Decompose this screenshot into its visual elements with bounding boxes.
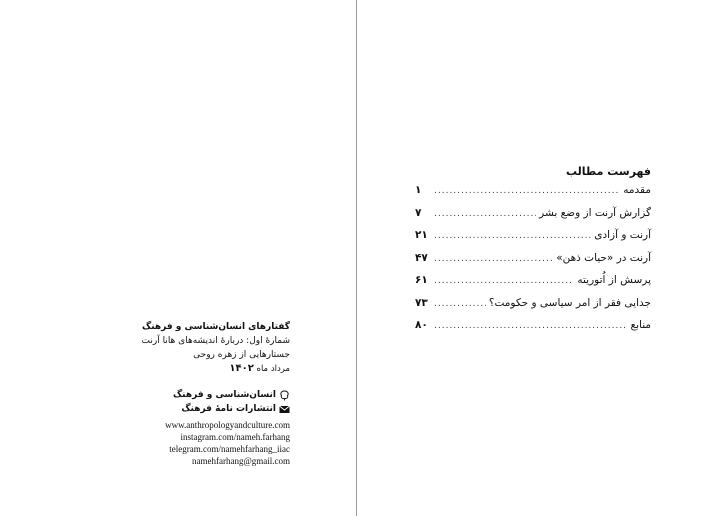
tree-logo-icon	[279, 390, 290, 401]
toc-entry-label: آرنت و آزادی	[594, 229, 651, 241]
envelope-logo-icon	[279, 404, 290, 415]
toc-entry-page: ۴۷	[415, 251, 428, 264]
colophon	[60, 320, 290, 467]
toc-entry[interactable]	[415, 319, 651, 342]
publisher-name-1: انسان‌شناسی و فرهنگ	[172, 390, 276, 400]
instagram-link[interactable]: instagram.com/nameh.farhang	[180, 432, 290, 442]
author-line: جستارهایی از زهره روحی	[193, 350, 290, 360]
toc-title: فهرست مطالب	[565, 165, 651, 178]
volume-line: شمارهٔ اول: دربارهٔ اندیشه‌های هانا آرنت	[141, 336, 290, 346]
toc-leader-dots	[434, 254, 553, 264]
toc-entry-page: ۶۱	[415, 274, 428, 286]
toc-entry-page: ۷	[415, 206, 422, 219]
toc-leader-dots	[434, 321, 627, 331]
toc-entry[interactable]	[415, 252, 651, 275]
toc-entry[interactable]	[415, 297, 651, 320]
right-page	[356, 0, 709, 516]
website-link[interactable]: www.anthropologyandculture.com	[165, 420, 290, 430]
toc-leader-dots	[434, 231, 591, 241]
toc-entry-label: پرسش از اُتوریته	[577, 274, 651, 286]
left-page	[0, 0, 353, 516]
toc-entry[interactable]	[415, 274, 651, 297]
toc-entry[interactable]	[415, 207, 651, 230]
toc-entry-page: ۱	[415, 184, 422, 196]
series-title: گفتارهای انسان‌شناسی و فرهنگ	[142, 322, 290, 332]
toc-entry-page: ۸۰	[415, 319, 428, 331]
publisher-row-2	[60, 402, 290, 416]
date-year: ۱۴۰۲	[229, 363, 254, 374]
toc-entry-page: ۲۱	[415, 229, 428, 241]
toc-entry-label: گزارش آرنت از وضع بشر	[539, 206, 651, 219]
toc-entry[interactable]	[415, 184, 651, 207]
toc-leader-dots	[434, 209, 536, 219]
table-of-contents	[415, 165, 651, 342]
date-month: مرداد ماه	[256, 364, 290, 374]
publisher-row-1	[60, 388, 290, 402]
email-link[interactable]: namehfarhang@gmail.com	[191, 456, 290, 466]
publication-date	[60, 362, 290, 376]
toc-entry-label: آرنت در «حیات ذهن»	[556, 251, 651, 264]
toc-leader-dots	[434, 186, 620, 196]
publisher-name-2: انتشارات نامهٔ فرهنگ	[181, 404, 276, 414]
toc-leader-dots	[434, 299, 486, 309]
toc-entry-label: مقدمه	[623, 184, 651, 196]
telegram-link[interactable]: telegram.com/namehfarhang_iiac	[169, 444, 290, 454]
toc-entry[interactable]	[415, 229, 651, 252]
toc-leader-dots	[434, 276, 574, 286]
toc-entry-label: منابع	[630, 319, 651, 331]
toc-entry-label: جدایی فقر از امر سیاسی و حکومت؟	[488, 296, 651, 309]
toc-entry-page: ۷۳	[415, 296, 428, 309]
contact-list	[60, 419, 290, 467]
